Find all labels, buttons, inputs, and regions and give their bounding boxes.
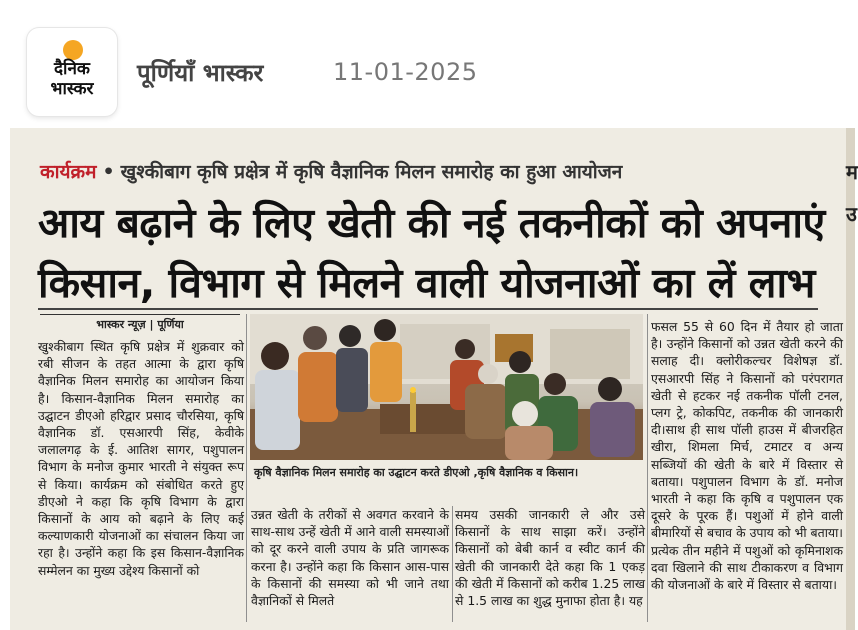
headline-line-2: किसान, विभाग से मिलने वाली योजनाओं का लें लाभ: [38, 259, 815, 307]
edition-date: 11-01-2025: [333, 58, 478, 86]
sun-icon: [63, 40, 83, 60]
headline-rule: [38, 308, 818, 310]
newspaper-clipping[interactable]: [10, 128, 858, 630]
photo-caption: कृषि वैज्ञानिक मिलन समारोह का उद्घाटन करते डीएओ ,कृषि वैज्ञानिक व किसान।: [254, 466, 579, 479]
column-divider: [246, 314, 247, 622]
dainik-bhaskar-logo[interactable]: [27, 28, 117, 116]
column-4-text: फसल 55 से 60 दिन में तैयार हो जाता है। उन्होंने किसानों को उन्नत खेती करने की सलाह दी। क्लोरीकल्चर विशेषज्ञ डॉ. एसआरपी सिंह ने किसानों को परंपरागत खेती से हटकर नई तकनीक पॉली टनल, प्लग ट्रे, कोकपिट, तकनीक की जानकारी दी।साथ ही साथ पॉली हाउस में बीजरहित खीरा, शिमला मिर्च, टमाटर व अन्य सब्जियों की खेती के बारे में विस्तार से बताया। पशुपालन विभाग के डॉ. मनोज भारती ने कहा कि कृषि व पशुपालन एक दूसरे के पूरक हैं। पशुओं में होने वाली बीमारियों से बचाव के उपाय को भी बताया। प्रत्येक तीन महीने में पशुओं को कृमिनाशक दवा खिलाने की साथ टीकाकरण व विभाग की योजनाओं के बारे में विस्तार से बताया।: [651, 319, 843, 593]
article-column-4: [651, 318, 843, 593]
photo-illustration: [250, 314, 643, 460]
logo-text-line2: भास्कर: [50, 79, 94, 99]
app-header: [0, 0, 855, 125]
edition-title: पूर्णियाँ भास्कर: [137, 59, 264, 87]
column-1-text: खुश्कीबाग स्थित कृषि प्रक्षेत्र में शुक्रवार को रबी सीजन के तहत आत्मा के द्वारा कृषि वैज्ञानिक मिलन समारोह का आयोजन किया है। किसान-वैज्ञानिक मिलन समारोह का उद्घाटन डीएओ हरिद्वार प्रसाद चौरसिया, कृषि वैज्ञानिक डॉ. एसआरपी सिंह, केवीके जलालगढ़ के ई. आतिश सागर, पशुपालन विभाग के मनोज कुमार भारती ने संयुक्त रूप से किया। कार्यक्रम को संबोधित करते हुए डीएओ ने कहा कि कृषि विभाग के द्वारा किसानों के आय को बढ़ाने के लिए कई कल्याणकारी योजनाओं का संचालन किया जा रहा है। उन्होंने कहा कि इस किसान-वैज्ञानिक सम्मेलन का मुख्य उद्देश्य किसानों को: [38, 339, 244, 578]
kicker: [40, 158, 622, 184]
adjacent-article-char: उ: [846, 202, 857, 226]
column-divider: [647, 314, 648, 622]
article-photo[interactable]: [250, 314, 643, 460]
column-divider: [452, 506, 453, 622]
logo-text-line1: दैनिक: [54, 59, 90, 79]
column-3-text: समय उसकी जानकारी ले और उसे किसानों के साथ साझा करें। उन्होंने किसानों को बेबी कार्न व स्वीट कार्न की खेती की जानकारी देते कहा कि 1 एकड़ की खेती में किसानों को करीब 1.25 लाख से 1.5 लाख का शुद्ध मुनाफा होता है। यह: [455, 507, 645, 609]
adjacent-article-char: म: [846, 160, 858, 184]
article-column-2: [251, 506, 449, 609]
column-2-text: उन्नत खेती के तरीकों से अवगत करवाने के साथ-साथ उन्हें खेती में आने वाली समस्याओं को दूर करने वाली उपाय के प्रति जागरूक करना है। उन्होंने कहा कि किसान आस-पास के किसानों की समस्या को भी जाने तथा वैज्ञानिकों से मिलते: [251, 507, 449, 609]
kicker-bullet: •: [102, 161, 115, 183]
kicker-tag: कार्यक्रम: [40, 161, 97, 183]
article-column-3: [455, 506, 645, 609]
kicker-text: खुश्कीबाग कृषि प्रक्षेत्र में कृषि वैज्ञानिक मिलन समारोह का हुआ आयोजन: [120, 161, 623, 183]
headline-line-1: आय बढ़ाने के लिए खेती की नई तकनीकों को अपनाएं: [38, 199, 825, 247]
article-column-1: [38, 338, 244, 579]
byline: भास्कर न्यूज़ | पूर्णिया: [40, 314, 240, 332]
